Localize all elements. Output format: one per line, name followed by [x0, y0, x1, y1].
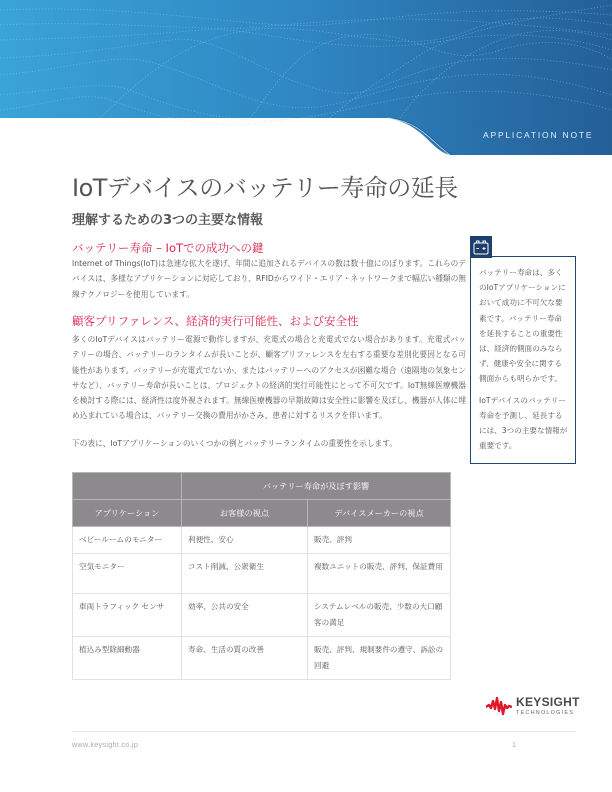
table-cell: 利便性、安心 [182, 527, 308, 554]
table-cell: コスト削減、公衆衛生 [182, 553, 308, 593]
footer-url[interactable]: www.keysight.co.jp [72, 740, 139, 749]
section-heading-customer-preference: 顧客プリファレンス、経済的実行可能性、および安全性 [72, 314, 359, 328]
table-row [73, 527, 451, 554]
table-cell: 効率、公共の安全 [182, 593, 308, 636]
keysight-wave-icon [486, 695, 512, 717]
page-number: 1 [512, 740, 516, 749]
table-row [73, 553, 451, 593]
page-subtitle: 理解するための3つの主要な情報 [72, 213, 264, 228]
table-cell: 車両トラフィック センサ [73, 593, 182, 636]
section-body-customer-preference: 多くのIoTデバイスはバッテリー電源で動作しますが、充電式の場合と充電式でない場合があります。充電式バッテリーの場合、バッテリーのランタイムが長いことが、顧客プリファレンスを左右する重要な差別化要因となる可能性があります。バッテリーが充電式でないか、またはバッテリーへのアクセスが困難な場合（遠隔地の気象センサなど）、バッテリー寿命が長いことは、プロジェクトの経済的実行可能性にとって不可欠です。IoT無線医療機器を検討する際には、経済性は度外視されます。無線医療機器の早期故障は安全性に影響を及ぼし、機器が人体に埋め込まれている場合は、バッテリー交換の費用がかさみ、患者に対するリスクを伴います。 [72, 335, 466, 421]
page-title: IoTデバイスのバッテリー寿命の延長 [72, 174, 458, 202]
table-cell: 空気モニター [73, 553, 182, 593]
sidebar-callout [470, 256, 576, 464]
table-row [73, 636, 451, 679]
table-cell: システムレベルの販売、少数の大口顧客の満足 [308, 593, 451, 636]
table-row [73, 593, 451, 636]
sidebar-paragraph: バッテリー寿命は、多くのIoTアプリケーションにおいて成功に不可欠な要素です。バッテリー寿命を延長することの重要性は、経済的側面のみならず、健康や安全に関する側面からも明らかです。 [479, 268, 566, 384]
footer-divider [72, 731, 576, 732]
section-body-battery-life: Internet of Things(IoT)は急速な拡大を遂げ、年間に追加されるデバイスの数は数十億にのぼります。これらのデバイスは、多様なアプリケーションに対応しており、RFIDからワイド・エリア・ネットワークまで幅広い種類の無線テクノロジーを使用しています。 [72, 259, 466, 299]
logo-subtitle: TECHNOLOGIES [516, 710, 575, 716]
column-header-application: アプリケーション [73, 500, 182, 527]
table-cell: 複数ユニットの販売、評判、保証費用 [308, 553, 451, 593]
impact-table [72, 472, 451, 680]
table-cell: 植込み型除細動器 [73, 636, 182, 679]
column-header-customer: お客様の視点 [182, 500, 308, 527]
table-cell: ベビールームのモニター [73, 527, 182, 554]
sidebar-paragraph: IoTデバイスのバッテリー寿命を予測し、延長するには、3つの主要な情報が重要です。 [479, 395, 568, 451]
table-cell: 寿命、生活の質の改善 [182, 636, 308, 679]
table-cell: 販売、評判、規制要件の遵守、訴訟の回避 [308, 636, 451, 679]
column-header-manufacturer: デバイスメーカーの視点 [308, 500, 451, 527]
keysight-logo [486, 695, 580, 717]
battery-icon [470, 236, 492, 258]
document-type-label: APPLICATION NOTE [483, 130, 594, 140]
table-cell: 販売、評判 [308, 527, 451, 554]
section-heading-battery-life: バッテリー寿命 – IoTでの成功への鍵 [72, 241, 264, 255]
table-corner [73, 473, 182, 500]
table-group-header: バッテリー寿命が及ぼす影響 [182, 473, 451, 500]
table-intro-text: 下の表に、IoTアプリケーションのいくつかの例とバッテリーランタイムの重要性を示します。 [72, 439, 398, 448]
logo-name: KEYSIGHT [516, 695, 580, 709]
